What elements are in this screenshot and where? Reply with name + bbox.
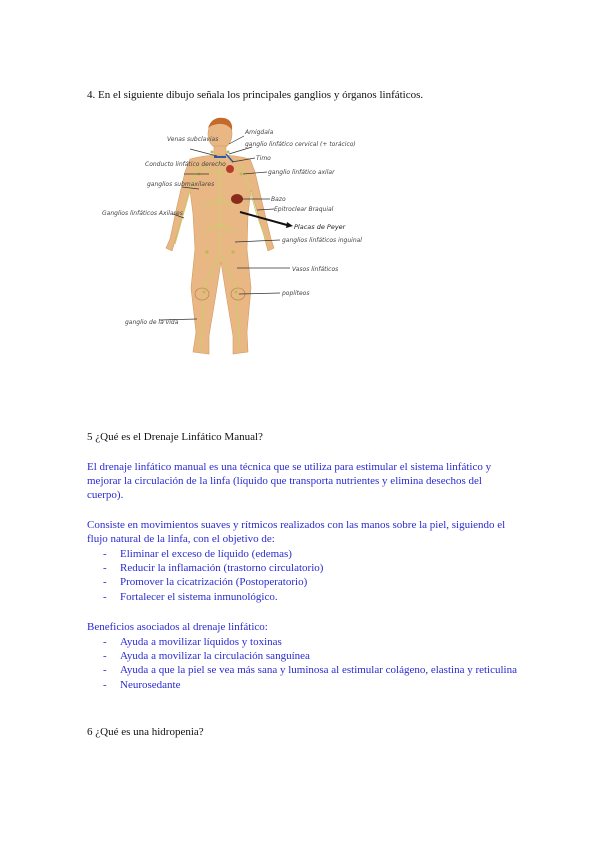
label-ganglio-cervical: ganglio linfático cervical (+ torácico): [245, 141, 356, 148]
list-item: - Reducir la inflamación (trastorno circulatorio): [103, 562, 324, 575]
list-item: - Neurosedante: [103, 678, 181, 691]
benefits-title: Beneficios asociados al drenaje linfático:: [87, 621, 268, 633]
benefits-list: [87, 635, 517, 692]
label-conducto-linfatico: Conducto linfático derecho: [145, 161, 226, 168]
label-ganglio-axilar: ganglio linfático axilar: [268, 169, 335, 176]
label-amigdalas: Amigdala: [245, 129, 274, 136]
question-5-title: 5 ¿Qué es el Drenaje Linfático Manual?: [87, 431, 263, 443]
label-popliteos: popliteos: [282, 290, 310, 297]
list-item: - Fortalecer el sistema inmunológico.: [103, 590, 278, 603]
label-ganglios-pie: ganglio de la vida: [125, 319, 179, 326]
label-venas-subclavias: Venas subclavias: [167, 136, 219, 143]
question-6-title: 6 ¿Qué es una hidropenia?: [87, 726, 204, 738]
label-epitroclear: Epitroclear Braquial: [274, 206, 334, 213]
label-ganglios-axilares: Ganglios linfáticos Axilares: [102, 210, 183, 217]
list-item: - Eliminar el exceso de líquido (edemas): [103, 548, 292, 560]
list-item: - Ayuda a movilizar la circulación sanguínea: [103, 650, 310, 663]
label-bazo: Bazo: [271, 196, 286, 203]
spleen: [231, 194, 243, 204]
q5-paragraph-definition: El drenaje linfático manual es una técnica que se utiliza para estimular el sistema linfático y mejorar la circulación de la linfa (líquido que transporta nutrientes y elimina desechos del cuerpo).: [87, 461, 492, 502]
list-item: - Ayuda a que la piel se vea más sana y luminosa al estimular colágeno, elastina y reticulina: [103, 664, 517, 677]
label-inguinales: ganglios linfáticos inguinales: [282, 237, 362, 244]
label-timo: Timo: [256, 155, 271, 162]
list-item: - Promover la cicatrización (Postoperatorio): [103, 576, 308, 589]
label-placas-peyer: Placas de Peyer: [294, 223, 346, 231]
question-4: 4. En el siguiente dibujo señala los principales ganglios y órganos linfáticos.: [87, 89, 424, 101]
objectives-list: [87, 547, 517, 604]
label-ganglios-submaxilares: ganglios submaxilares: [147, 181, 215, 188]
label-vasos-linfaticos: Vasos linfáticos: [292, 266, 339, 273]
lymphatic-system-diagram: [87, 114, 362, 366]
list-item: - Ayuda a movilizar líquidos y toxinas: [103, 636, 282, 648]
q5-paragraph-objective: Consiste en movimientos suaves y rítmicos realizados con las manos sobre la piel, siguiendo el flujo natural de la linfa, con el objetivo de:: [87, 519, 506, 546]
